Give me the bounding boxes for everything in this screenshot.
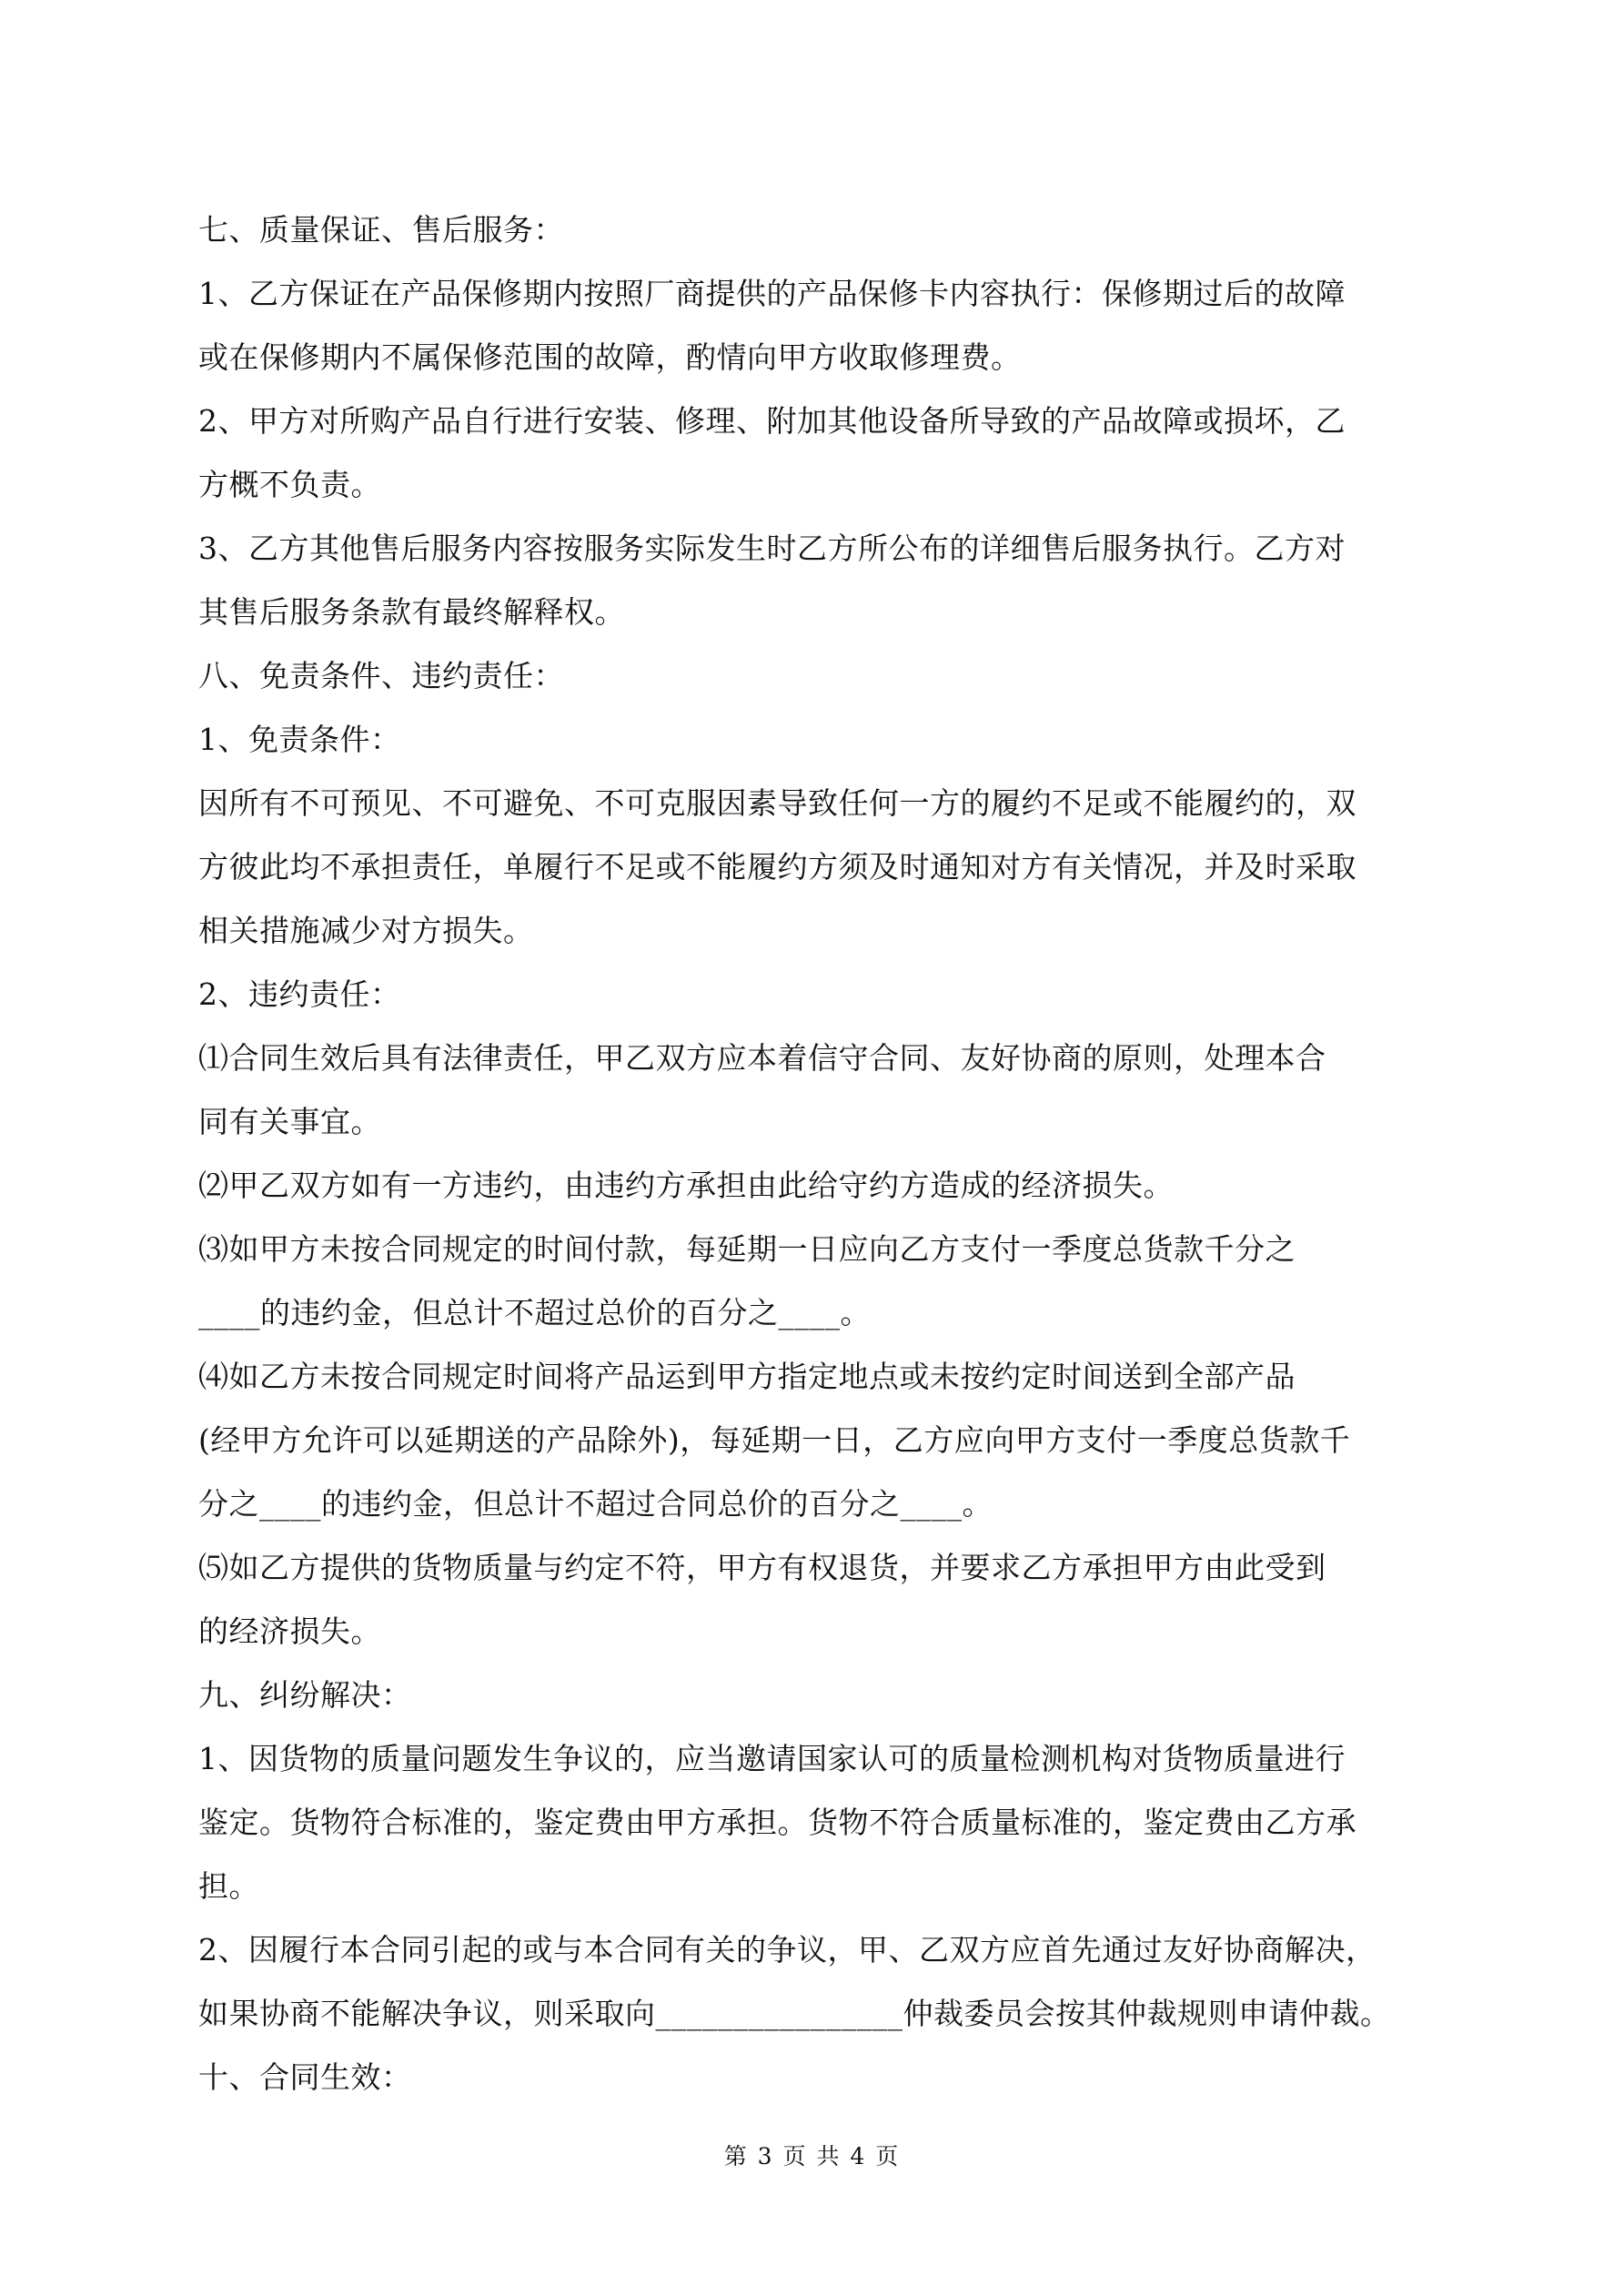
paragraph-line: 3、乙方其他售后服务内容按服务实际发生时乙方所公布的详细售后服务执行。乙方对 bbox=[198, 531, 1346, 566]
document-body bbox=[198, 198, 1427, 2109]
paragraph-line: 因所有不可预见、不可避免、不可克服因素导致任何一方的履约不足或不能履约的，双 bbox=[198, 785, 1357, 821]
paragraph-line: 相关措施减少对方损失。 bbox=[198, 913, 534, 948]
paragraph-line: 的经济损失。 bbox=[198, 1613, 381, 1649]
paragraph-line: ⑵甲乙双方如有一方违约，由违约方承担由此给守约方造成的经济损失。 bbox=[198, 1168, 1174, 1203]
subheading-exemption: 1、免责条件： bbox=[198, 722, 401, 757]
paragraph-line: ⑷如乙方未按合同规定时间将产品运到甲方指定地点或未按约定时间送到全部产品 bbox=[198, 1359, 1296, 1394]
paragraph-line: 1、乙方保证在产品保修期内按照厂商提供的产品保修卡内容执行：保修期过后的故障 bbox=[198, 276, 1346, 311]
section-heading-quality: 七、质量保证、售后服务： bbox=[198, 212, 564, 248]
paragraph-line: 2、因履行本合同引起的或与本合同有关的争议，甲、乙双方应首先通过友好协商解决， bbox=[198, 1932, 1377, 1967]
section-heading-effect: 十、合同生效： bbox=[198, 2059, 412, 2095]
paragraph-line: 鉴定。货物符合标准的，鉴定费由甲方承担。货物不符合质量标准的，鉴定费由乙方承 bbox=[198, 1805, 1357, 1840]
paragraph-line: 1、因货物的质量问题发生争议的，应当邀请国家认可的质量检测机构对货物质量进行 bbox=[198, 1741, 1346, 1776]
paragraph-line: 方概不负责。 bbox=[198, 467, 381, 502]
section-heading-dispute: 九、纠纷解决： bbox=[198, 1677, 412, 1713]
paragraph-line: 或在保修期内不属保修范围的故障，酌情向甲方收取修理费。 bbox=[198, 339, 1022, 375]
paragraph-line: 分之____的违约金，但总计不超过合同总价的百分之____。 bbox=[198, 1486, 993, 1522]
paragraph-line: 如果协商不能解决争议，则采取向________________仲裁委员会按其仲裁规则申请仲裁。 bbox=[198, 1996, 1391, 2031]
paragraph-line: ____的违约金，但总计不超过总价的百分之____。 bbox=[198, 1295, 871, 1330]
subheading-breach: 2、违约责任： bbox=[198, 976, 401, 1012]
section-heading-liability: 八、免责条件、违约责任： bbox=[198, 658, 564, 693]
paragraph-line: ⑴合同生效后具有法律责任，甲乙双方应本着信守合同、友好协商的原则，处理本合 bbox=[198, 1040, 1326, 1076]
paragraph-line: (经甲方允许可以延期送的产品除外)，每延期一日，乙方应向甲方支付一季度总货款千 bbox=[198, 1422, 1351, 1458]
paragraph-line: 2、甲方对所购产品自行进行安装、修理、附加其他设备所导致的产品故障或损坏，乙 bbox=[198, 403, 1346, 439]
paragraph-line: 方彼此均不承担责任，单履行不足或不能履约方须及时通知对方有关情况，并及时采取 bbox=[198, 849, 1357, 885]
paragraph-line: 其售后服务条款有最终解释权。 bbox=[198, 594, 625, 630]
paragraph-line: 同有关事宜。 bbox=[198, 1104, 381, 1139]
paragraph-line: ⑶如甲方未按合同规定的时间付款，每延期一日应向乙方支付一季度总货款千分之 bbox=[198, 1231, 1296, 1267]
paragraph-line: ⑸如乙方提供的货物质量与约定不符，甲方有权退货，并要求乙方承担甲方由此受到 bbox=[198, 1550, 1326, 1585]
page-number-footer: 第 3 页 共 4 页 bbox=[723, 2143, 901, 2170]
paragraph-line: 担。 bbox=[198, 1868, 259, 1904]
